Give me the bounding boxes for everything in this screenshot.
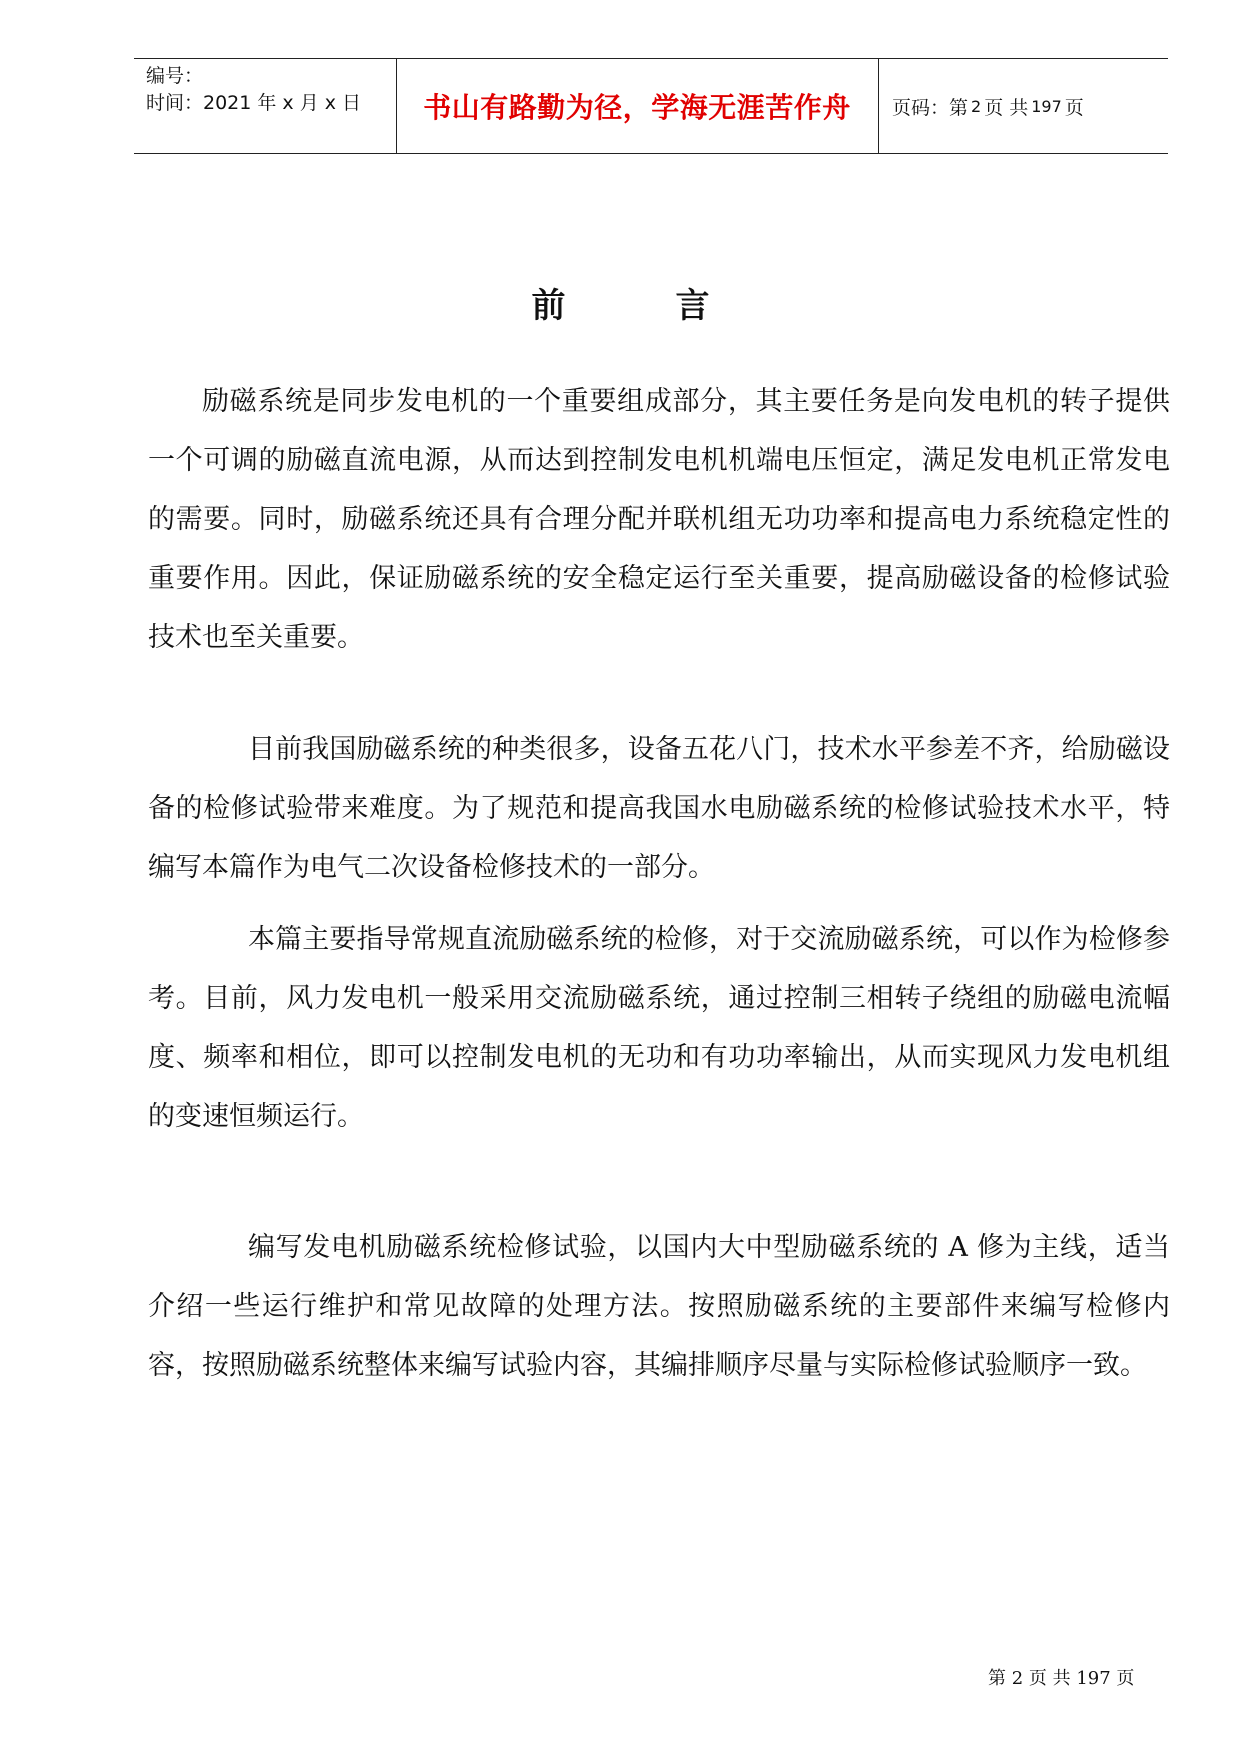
page-mid: 页 共 xyxy=(984,96,1029,119)
paragraph: 编写发电机励磁系统检修试验，以国内大中型励磁系统的 A 修为主线，适当介绍一些运行维护和常见故障的处理方法。按照励磁系统的主要部件来编写检修内容，按照励磁系统整体来编写试验内容，其编排顺序尽量与实际检修试验顺序一致。 xyxy=(148,1232,1170,1381)
page-suffix: 页 xyxy=(1064,96,1084,119)
header-table xyxy=(134,58,1168,154)
paragraph: 目前我国励磁系统的种类很多，设备五花八门，技术水平参差不齐，给励磁设备的检修试验带来难度。为了规范和提高我国水电励磁系统的检修试验技术水平，特编写本篇作为电气二次设备检修技术的一部分。 xyxy=(148,734,1170,883)
header-divider xyxy=(878,59,879,153)
header-info-cell xyxy=(134,59,396,153)
page-prefix: 页码：第 xyxy=(892,96,969,119)
header-motto: 书山有路勤为径，学海无涯苦作舟 xyxy=(423,91,851,124)
page-current: 2 xyxy=(971,96,982,116)
header-divider xyxy=(396,59,397,153)
paragraph: 励磁系统是同步发电机的一个重要组成部分，其主要任务是向发电机的转子提供一个可调的励磁直流电源，从而达到控制发电机机端电压恒定，满足发电机正常发电的需要。同时，励磁系统还具有合理分配并联机组无功功率和提高电力系统稳定性的重要作用。因此，保证励磁系统的安全稳定运行至关重要，提高励磁设备的检修试验技术也至关重要。 xyxy=(148,386,1170,653)
header-page-indicator xyxy=(892,59,1084,153)
page-total: 197 xyxy=(1031,96,1062,116)
page-title xyxy=(0,278,1241,327)
time-field: 时间：2021 年 x 月 x 日 xyxy=(146,92,362,114)
serial-number-label: 编号： xyxy=(146,65,204,87)
footer-page-number: 第 2 页 共 197 页 xyxy=(988,1668,1135,1689)
paragraph: 本篇主要指导常规直流励磁系统的检修，对于交流励磁系统，可以作为检修参考。目前，风力发电机一般采用交流励磁系统，通过控制三相转子绕组的励磁电流幅度、频率和相位，即可以控制发电机的无功和有功功率输出，从而实现风力发电机组的变速恒频运行。 xyxy=(148,924,1170,1132)
title-char-1: 前 xyxy=(531,286,566,326)
title-char-2: 言 xyxy=(675,286,710,326)
